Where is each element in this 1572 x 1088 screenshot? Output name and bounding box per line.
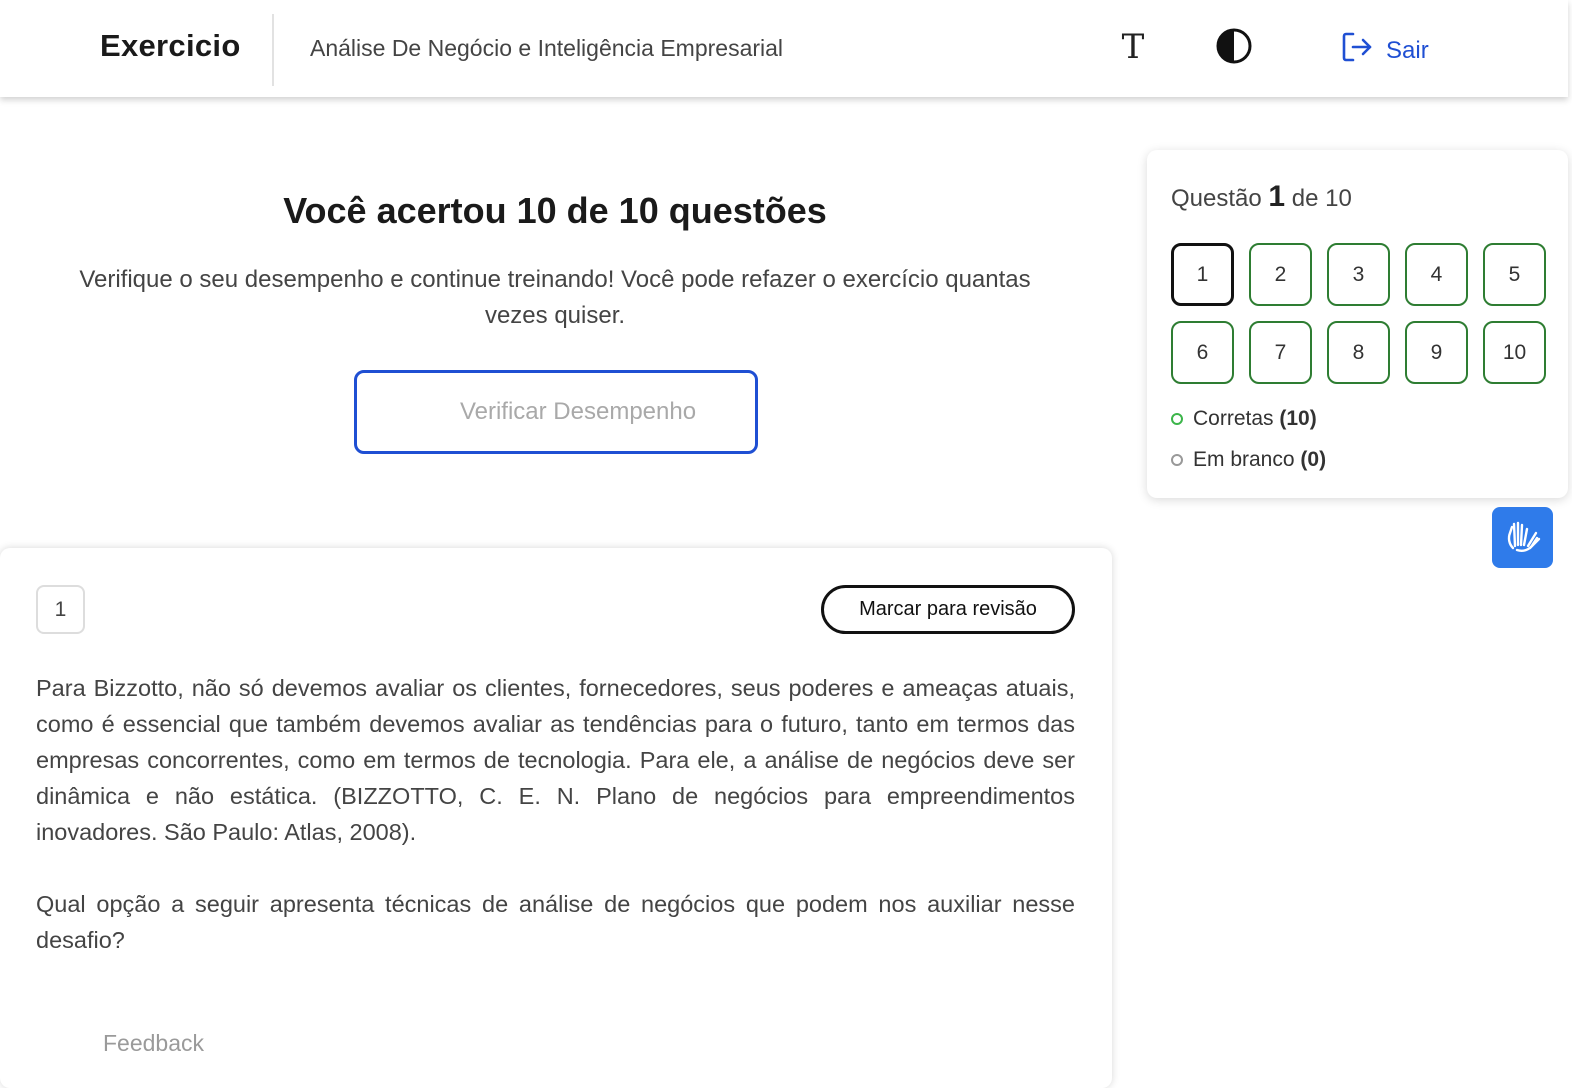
question-button-9[interactable]: 9 bbox=[1405, 321, 1468, 384]
navigator-current: 1 bbox=[1268, 180, 1286, 213]
question-grid bbox=[1171, 243, 1546, 384]
question-button-10[interactable]: 10 bbox=[1483, 321, 1546, 384]
question-number-badge: 1 bbox=[36, 585, 85, 634]
correct-dot-icon bbox=[1171, 413, 1183, 425]
question-context-paragraph: Para Bizzotto, não só devemos avaliar os clientes, fornecedores, seus poderes e ameaças atuais, como é essencial que também devemos avaliar as tendências para o futuro, tanto em termos das empresas concorrentes, como em termos de tecnologia. Para ele, a análise de negócios deve ser dinâmica e não estática. (BIZZOTTO, C. E. N. Plano de negócios para empreendimentos inovadores. São Paulo: Atlas, 2008). bbox=[36, 675, 1075, 845]
question-button-1[interactable]: 1 bbox=[1171, 243, 1234, 306]
blank-dot-icon bbox=[1171, 454, 1183, 466]
text-size-icon[interactable]: T bbox=[1121, 27, 1145, 67]
sign-language-button[interactable] bbox=[1492, 507, 1553, 568]
legend-blank-count: (0) bbox=[1300, 448, 1327, 471]
question-card bbox=[0, 548, 1112, 1088]
legend-correct-label: Corretas bbox=[1193, 407, 1274, 430]
question-button-8[interactable]: 8 bbox=[1327, 321, 1390, 384]
header-divider bbox=[272, 14, 274, 86]
logout-label: Sair bbox=[1386, 36, 1429, 64]
navigator-suffix: de 10 bbox=[1291, 185, 1352, 212]
legend-blank bbox=[1171, 448, 1326, 472]
question-button-7[interactable]: 7 bbox=[1249, 321, 1312, 384]
verify-performance-button[interactable]: Verificar Desempenho bbox=[354, 370, 758, 454]
question-navigator bbox=[1147, 150, 1568, 498]
question-prompt-paragraph: Qual opção a seguir apresenta técnicas de análise de negócios que podem nos auxiliar nesse desafio? bbox=[36, 891, 1075, 953]
question-button-2[interactable]: 2 bbox=[1249, 243, 1312, 306]
question-button-4[interactable]: 4 bbox=[1405, 243, 1468, 306]
logout-icon bbox=[1340, 30, 1374, 71]
result-message: Verifique o seu desempenho e continue treinando! Você pode refazer o exercício quantas vezes quiser. bbox=[79, 266, 1031, 329]
question-button-5[interactable]: 5 bbox=[1483, 243, 1546, 306]
legend-correct-count: (10) bbox=[1279, 407, 1317, 430]
legend-blank-label: Em branco bbox=[1193, 448, 1295, 471]
legend-correct bbox=[1171, 407, 1317, 431]
result-title: Você acertou 10 de 10 questões bbox=[283, 190, 827, 231]
mark-for-review-button[interactable]: Marcar para revisão bbox=[821, 585, 1075, 634]
navigator-title bbox=[1171, 180, 1352, 214]
logout-button[interactable] bbox=[1340, 30, 1429, 71]
course-title: Análise De Negócio e Inteligência Empresarial bbox=[310, 35, 784, 61]
sign-language-hands-icon bbox=[1503, 518, 1543, 558]
question-button-3[interactable]: 3 bbox=[1327, 243, 1390, 306]
brand-title: Exercicio bbox=[100, 28, 241, 63]
question-text bbox=[36, 670, 1075, 994]
contrast-icon[interactable] bbox=[1214, 26, 1254, 66]
navigator-prefix: Questão bbox=[1171, 185, 1262, 212]
top-bar bbox=[0, 0, 1568, 97]
feedback-link[interactable]: Feedback bbox=[103, 1030, 205, 1056]
question-button-6[interactable]: 6 bbox=[1171, 321, 1234, 384]
